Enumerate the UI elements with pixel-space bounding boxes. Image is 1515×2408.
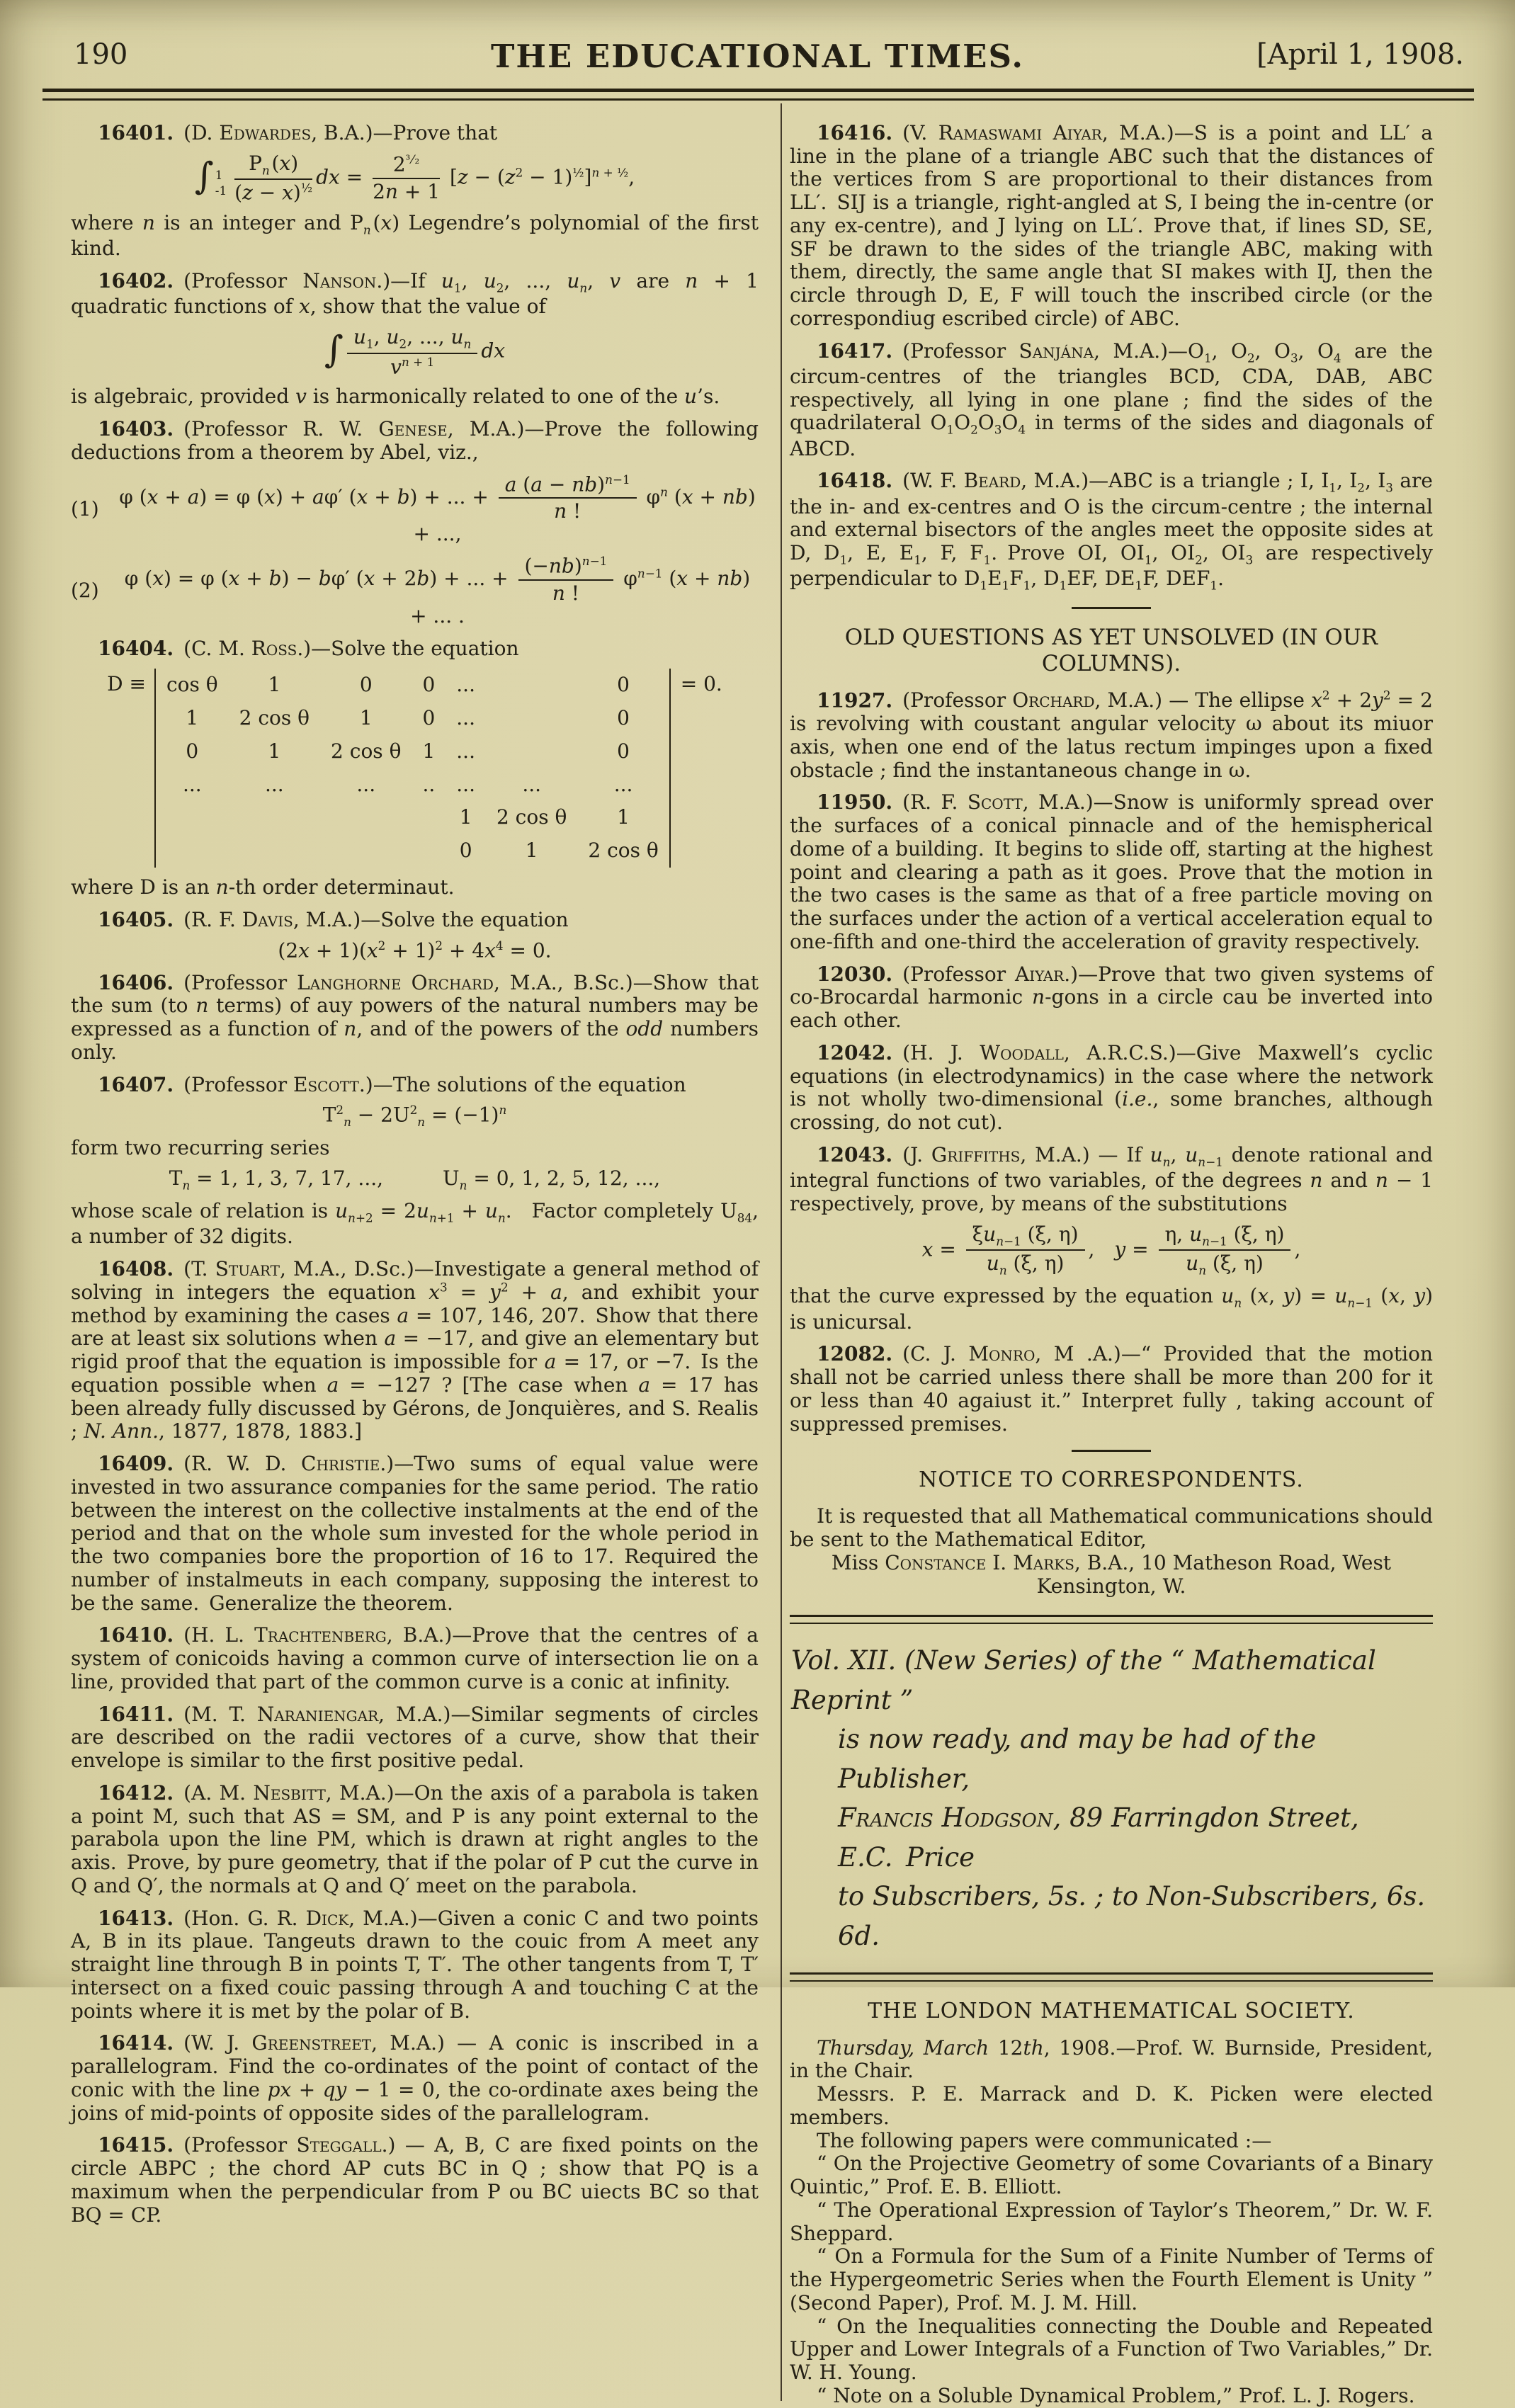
problem-text: (Professor Orchard, M.A.) — The ellipse $x^2 + 2y^2 = 2$ is revolving with coustant angular velocity ω about its miuor axis, when one end of the latus rectum impinges upon a fixed obstacle ; find the instantaneous change in ω. [790,688,1433,782]
table-cell: 1 [422,739,436,763]
problem-12030 [790,963,1433,1033]
problem-16418 [790,470,1433,593]
determinant-rhs: = 0. [680,672,722,696]
paragraph: “ Note on a Soluble Dynamical Problem,” Prof. L. J. Rogers. [817,2383,1415,2407]
problem-number: 16405. [98,907,174,931]
advert-line: to Subscribers, 5s. ; to Non-Subscribers, 6s. 6d. [838,1881,1426,1951]
problem-12043 [790,1144,1433,1334]
table-row [155,801,670,834]
table-cell: ... [182,772,202,796]
problem-16409 [71,1453,759,1615]
paragraph: The following papers were communicated :— [817,2128,1272,2152]
section-heading: NOTICE TO CORRESPONDENTS. [919,1467,1304,1493]
problem-number: 16409. [98,1452,174,1476]
problem-text: (R. W. D. Christie.)—Two sums of equal value were invested in two assurance companies for the same period. The ratio between the interest on the collective instalments at the end of the period and that on the whole sum invested for the whole period in the two companies bore the proportion of 16 to 17. Required the number of instalmeuts in each company, supposing the interest to be the same. Generalize the theorem. [71,1452,759,1615]
problem-opening [71,972,759,1064]
page-header [0,0,1515,75]
problem-16414 [71,2032,759,2125]
table-cell: ... [356,772,376,796]
section-heading: OLD QUESTIONS AS YET UNSOLVED (IN OUR COLUMNS). [844,625,1378,676]
problem-text: (C. M. Ross.)—Solve the equation [183,636,519,660]
problem-text: (R. F. Davis, M.A.)—Solve the equation [183,907,569,931]
problem-number: 16401. [98,120,174,144]
problem-opening [71,270,759,319]
table-cell: 1 [359,706,373,730]
problem-number: 16410. [98,1623,174,1647]
problem-text: (Professor R. W. Genese, M.A.)—Prove the following deductions from a theorem by Abel, viz., [71,417,759,464]
table-cell [320,834,412,868]
table-cell: ... [456,772,475,796]
table-cell [155,801,229,834]
table-cell [155,834,229,868]
table-row [155,669,670,702]
table-cell: ... [456,739,475,763]
problem-opening [71,1907,759,2023]
problem-number: 16417. [817,339,893,363]
problem-text: (W. J. Greenstreet, M.A.) — A conic is inscribed in a parallelogram. Find the co-ordinates of the point of contact of the conic with the line px + qy − 1 = 0, the co-ordinate axes being the joins of mid-points of opposite sides of the parallelogram. [71,2031,759,2125]
table-cell [229,801,320,834]
problem-opening [790,963,1433,1033]
problem-number: 16415. [98,2133,174,2157]
problem-opening [71,1453,759,1615]
problem-text: (V. Ramaswami Aiyar, M.A.)—S is a point and LL′ a line in the plane of a triangle ABC such that the distances of the vertices from S are proportional to their distances from LL′. SIJ is a triangle, right-angled at S, I being the in-centre (or any ex-centre), and J lying on LL′. Prove that, if lines SD, SE, SF be drawn to the sides of the triangle ABC, making with them, directly, the same angle that SI makes with IJ, then the circle through D, E, F will touch the inscribed circle (or the correspondiug escribed circle) of ABC. [790,120,1433,330]
problem-number: 12042. [817,1040,893,1064]
table-cell: 0 [186,739,199,763]
problem-opening [790,340,1433,461]
problem-16402 [71,270,759,409]
problem-text: (Professor Nanson.)—If $u_1$, $u_2$, ..., $u_n$, v are n + 1 quadratic functions of x, show that the value of [71,268,759,319]
problem-16410 [71,1624,759,1693]
problem-text: (M. T. Naraniengar, M.A.)—Similar segments of circles are described on the radii vectores of a curve, show that their envelope is similar to the first positive pedal. [71,1702,759,1773]
table-cell [486,669,577,702]
problem-text: (H. J. Woodall, A.R.C.S.)—Give Maxwell’s cyclic equations (in electrodynamics) in the case where the network is not wholly two-dimensional (i.e., some branches, although crossing, do not cut). [790,1040,1433,1135]
page-number: 190 [74,38,128,71]
problem-number: 16412. [98,1781,174,1805]
table-cell [229,834,320,868]
determinant-lhs: D ≡ [107,672,146,696]
table-cell: 0 [359,673,373,697]
table-cell: ... [456,673,475,697]
section-heading: THE LONDON MATHEMATICAL SOCIETY. [868,1999,1355,2024]
problem-text: is algebraic, provided v is harmonically related to one of the u’s. [71,385,720,409]
table-cell: 2 cos θ [588,839,659,863]
problem-number: 12030. [817,962,893,986]
table-cell: 1 [617,805,630,829]
header-rule [42,89,1474,101]
problem-text: form two recurring series [71,1135,330,1159]
table-cell [412,801,446,834]
problem-16408 [71,1258,759,1443]
problem-text: (J. Griffiths, M.A.) — If $u_n$, $u_{n-1}$ denote rational and integral functions of two variables, of the degrees n and n − 1 respectively, prove, by means of the substitutions [790,1142,1434,1215]
problem-16415 [71,2134,759,2227]
problem-16401 [71,122,759,261]
advert-line: Vol. XII. (New Series) of the “ Mathematical Reprint ” [791,1645,1376,1715]
problem-opening [71,909,759,932]
problem-16406 [71,972,759,1064]
problem-number: 16416. [817,120,893,144]
determinant-equation [71,669,759,868]
table-row [155,702,670,735]
content-columns [0,101,1515,2408]
double-rule [790,1615,1433,1624]
problem-opening [71,122,759,145]
table-row [155,768,670,802]
equation: $(2x + 1)(x^2 + 1)^2 + 4x^4 = 0$. [278,938,552,962]
paragraph: Messrs. P. E. Marrack and D. K. Picken were elected members. [790,2082,1433,2129]
publisher-advert [791,1641,1431,1955]
table-cell: 2 cos θ [331,739,402,763]
problem-number: 16403. [98,417,174,441]
table-cell: cos θ [166,673,218,697]
table-cell: 2 cos θ [496,805,567,829]
column-divider [781,103,782,2401]
problem-opening [71,1074,759,1097]
paragraph: “ On the Inequalities connecting the Double and Repeated Upper and Lower Integrals of a Function of Two Variables,” Dr. W. H. Young. [790,2314,1433,2385]
equation [71,473,759,546]
problem-opening [71,1624,759,1693]
paragraph-centered: Miss Constance I. Marks, B.A., 10 Matheson Road, West Kensington, W. [831,1550,1392,1598]
problem-16405 [71,909,759,962]
problem-number: 16406. [98,970,174,994]
problem-number: 16402. [98,268,174,293]
table-cell: 1 [459,805,472,829]
equation: ∫ 1 -1 $\frac{P_n (x)}{(z - x)^{\frac{1}{2}}}$ dx = $\frac{2^{^3 ⁄ _2}}{2n + 1}$ $[z - (z^2 - 1)^{\frac{1}{2}}]^{n + \frac{1}{2}}$, [194,151,635,205]
problem-text: (C. J. Monro, M .A.)—“ Provided that the motion shall not be carried unless there shall be more than 200 for it or less than 40 agaiust it.” Interpret fully , taking account of suppressed premises. [790,1342,1433,1436]
equation-body: φ (x) = φ (x + b) − bφ′ (x + 2b) + ... + $\frac{(-nb)^{n-1}}{n !}$ $\varphi^{n-1}$ (x + nb) + ... . [124,554,751,627]
problem-text: (T. Stuart, M.A., D.Sc.)—Investigate a general method of solving in integers the equation $x^3 = y^2 + a$, and exhibit your method by examining the cases a = 107, 146, 207. Show that there are at least six solutions when a = −17, and give an elementary but rigid proof that the equation is impossible for a = 17, or −7. Is the equation possible when a = −127 ? [The case when a = 17 has been already fully discussed by Gérons, de Jonquières, and S. Realis ; N. Ann., 1877, 1878, 1883.] [71,1256,759,1443]
problem-text: (Professor Escott.)—The solutions of the equation [183,1072,686,1096]
paragraph: It is requested that all Mathematical communications should be sent to the Mathematical Editor, [790,1504,1433,1552]
problem-opening [790,1144,1433,1216]
problem-opening [71,2032,759,2125]
problem-opening [71,1703,759,1773]
problem-number: 11927. [817,688,893,712]
problem-16413 [71,1907,759,2023]
problem-16412 [71,1782,759,1898]
problem-text: (Professor Sanjána, $M.A.)—O_1$, $O_2$, $O_3$, $O_4$ are the circum-centres of the triangles BCD, CDA, DAB, ABC respectively, all lying in one plane ; find the sides of the quadrilateral $O_1O_2O_3O_4$ in terms of the sides and diagonals of ABCD. [790,339,1434,460]
problem-opening [790,791,1433,953]
problem-16417 [790,340,1433,461]
table-cell: 1 [268,739,281,763]
table-cell: 1 [525,839,538,863]
problem-12042 [790,1042,1433,1135]
problem-opening [71,2134,759,2227]
problem-text: whose scale of relation is $u_{n+2} = 2u_{n+1} + u_n$. Factor completely $U_{84}$, a number of 32 digits. [71,1198,759,1249]
left-column [71,122,759,2237]
table-cell: 0 [422,706,436,730]
equation: x = $\xi u_{n-1}$ (ξ, η) $u_n$ (ξ, η) , y = $\frac{\eta, u_{n-1} (\xi, \eta)}{u_n (\xi, \eta)}$ , [921,1222,1301,1278]
table-cell: 0 [617,706,630,730]
section-divider-rule [1072,1450,1151,1452]
problem-number: 16411. [98,1702,174,1726]
equation-label: (1) [71,496,99,521]
problem-16411 [71,1703,759,1773]
problem-opening [790,122,1433,331]
problem-12082 [790,1343,1433,1436]
advert-line: is now ready, and may be had of the Publisher, [838,1724,1317,1794]
table-cell [320,801,412,834]
table-cell: 0 [422,673,436,697]
problem-text: (R. F. Scott, M.A.)—Snow is uniformly spread over the surfaces of a conical pinnacle and of the hemispherical dome of a building. It begins to slide off, starting at the highest point and clearing a path as it goes. Prove that the motion in the two cases is the same as that of a free particle moving on the surfaces under the action of a vertical acceleration equal to one-fifth and one-third the acceleration of gravity respectively. [790,790,1433,953]
table-cell: ... [456,706,475,730]
problem-number: 16408. [98,1256,174,1280]
equation: $T_n = 1$, 1, 3, 7, 17, ..., $U_n = 0$, 1, 2, 5, 12, ..., [169,1166,661,1193]
table-cell [412,834,446,868]
problem-number: 11950. [817,790,893,814]
equation [71,555,759,627]
table-row [155,735,670,768]
problem-11950 [790,791,1433,953]
problem-text: that the curve expressed by the equation $u_n$ (x, $y) = u_{n-1}$ (x, y) is unicursal. [790,1284,1434,1334]
problem-number: 12082. [817,1342,893,1366]
table-cell: 2 cos θ [239,706,310,730]
equation-label: (2) [71,579,99,603]
problem-16404 [71,637,759,899]
problem-opening [790,1343,1433,1436]
table-cell: 1 [268,673,281,697]
table-cell: 1 [186,706,199,730]
problem-opening [71,1782,759,1898]
problem-text: (Professor Aiyar.)—Prove that two given systems of co-Brocardal harmonic n-gons in a circle cau be inverted into each other. [790,962,1433,1033]
table-cell: .. [422,772,436,796]
table-cell: 0 [617,739,630,763]
problem-16407 [71,1074,759,1249]
problem-text: where D is an n-th order determinaut. [71,875,455,899]
problem-number: 12043. [817,1142,893,1166]
table-cell: ... [613,772,633,796]
equation-body: φ (x + a) = φ (x) + aφ′ (x + b) + ... + $\frac{a (a - nb)^{n-1}}{n !}$ $\varphi^n$ (x + nb) + ..., [119,472,756,546]
advert-line: Francis Hodgson, 89 Farringdon Street, E.C. Price [838,1802,1359,1873]
double-rule [790,1972,1433,1982]
problem-opening [790,1042,1433,1135]
problem-number: 16407. [98,1072,174,1096]
equation: ∫ $\frac{u_1, u_2, ..., u_n}{v^{n + 1}}$ dx [324,324,506,379]
problem-text: (Hon. G. R. Dick, M.A.)—Given a conic C and two points A, B in its plaue. Tangeuts drawn to the couic from A meet any straight line through B in points T, T′. The other tangents from T, T′ intersect on a fixed couic passing through A and touching C at the points where it is met by the polar of B. [71,1906,759,2023]
problem-text: (A. M. Nesbitt, M.A.)—On the axis of a parabola is taken a point M, such that AS = SM, and P is any point external to the parabola upon the line PM, which is drawn at right angles to the axis. Prove, by pure geometry, that if the polar of P cut the curve in Q and Q′, the normals at Q and Q′ meet on the parabola. [71,1781,759,1897]
problem-number: 16404. [98,636,174,660]
determinant-table [154,669,671,868]
problem-opening [790,470,1433,593]
paragraph: Thursday, March 12th, 1908.—Prof. W. Burnside, President, in the Chair. [790,2035,1433,2083]
problem-opening [71,1258,759,1443]
table-cell: 0 [459,839,472,863]
table-row [155,834,670,868]
problem-number: 16414. [98,2031,174,2055]
problem-16416 [790,122,1433,331]
problem-16403 [71,418,759,627]
problem-text: (Professor Steggall.) — A, B, C are fixed points on the circle ABPC ; the chord AP cuts BC in Q ; show that PQ is a maximum when the perpendicular from P ou BC uiects BC so that BQ = CP. [71,2133,759,2227]
table-cell: ... [265,772,284,796]
table-cell: ... [522,772,542,796]
problem-text: (W. F. Beard, M.A.)—ABC is a triangle ; I, $I_1$, $I_2$, $I_3$ are the in- and ex-centres and O is the circum-centre ; the internal and external bisectors of the angles meet the opposite sides at D, $D_1$, E, $E_1$, F, $F_1$. Prove OI, $OI_1$, $OI_2$, $OI_3$ are respectively perpendicular to $D_1E_1F_1$, $D_1EF$, $DE_1F$, $DEF_1$. [790,469,1433,593]
problem-number: 16413. [98,1906,174,1930]
paragraph: “ The Operational Expression of Taylor’s Theorem,” Dr. W. F. Sheppard. [790,2198,1433,2245]
problem-text: (H. L. Trachtenberg, B.A.)—Prove that the centres of a system of conicoids having a common curve of intersection lie on a line, provided that part of the common curve is a conic at infinity. [71,1623,759,1693]
section-divider-rule [1072,607,1151,609]
problem-opening [790,689,1433,782]
right-column [790,122,1433,2408]
paragraph: “ On the Projective Geometry of some Covariants of a Binary Quintic,” Prof. E. B. Elliott. [790,2152,1433,2199]
paragraph: “ On a Formula for the Sum of a Finite Number of Terms of the Hypergeometric Series when the Fourth Element is Unity ” (Second Paper), Prof. M. J. M. Hill. [790,2244,1433,2315]
problem-number: 16418. [817,469,893,493]
page-title: THE EDUCATIONAL TIMES. [490,38,1025,75]
issue-date: [April 1, 1908. [1256,38,1464,71]
problem-text: where n is an integer and $P_n$ (x) Legendre’s polynomial of the first kind. [71,210,759,261]
table-cell [486,735,577,768]
equation: $T^2_n - 2U^2_n = (-1)^n$ [322,1103,507,1130]
problem-opening [71,637,759,661]
problem-text: (Professor Langhorne Orchard, M.A., B.Sc.)—Show that the sum (to n terms) of auy powers of the natural numbers may be expressed as a function of n, and of the powers of the odd numbers only. [71,970,759,1064]
problem-text: (D. Edwardes, B.A.)—Prove that [183,120,498,144]
problem-opening [71,418,759,465]
table-cell: 0 [617,673,630,697]
table-cell [486,702,577,735]
problem-11927 [790,689,1433,782]
